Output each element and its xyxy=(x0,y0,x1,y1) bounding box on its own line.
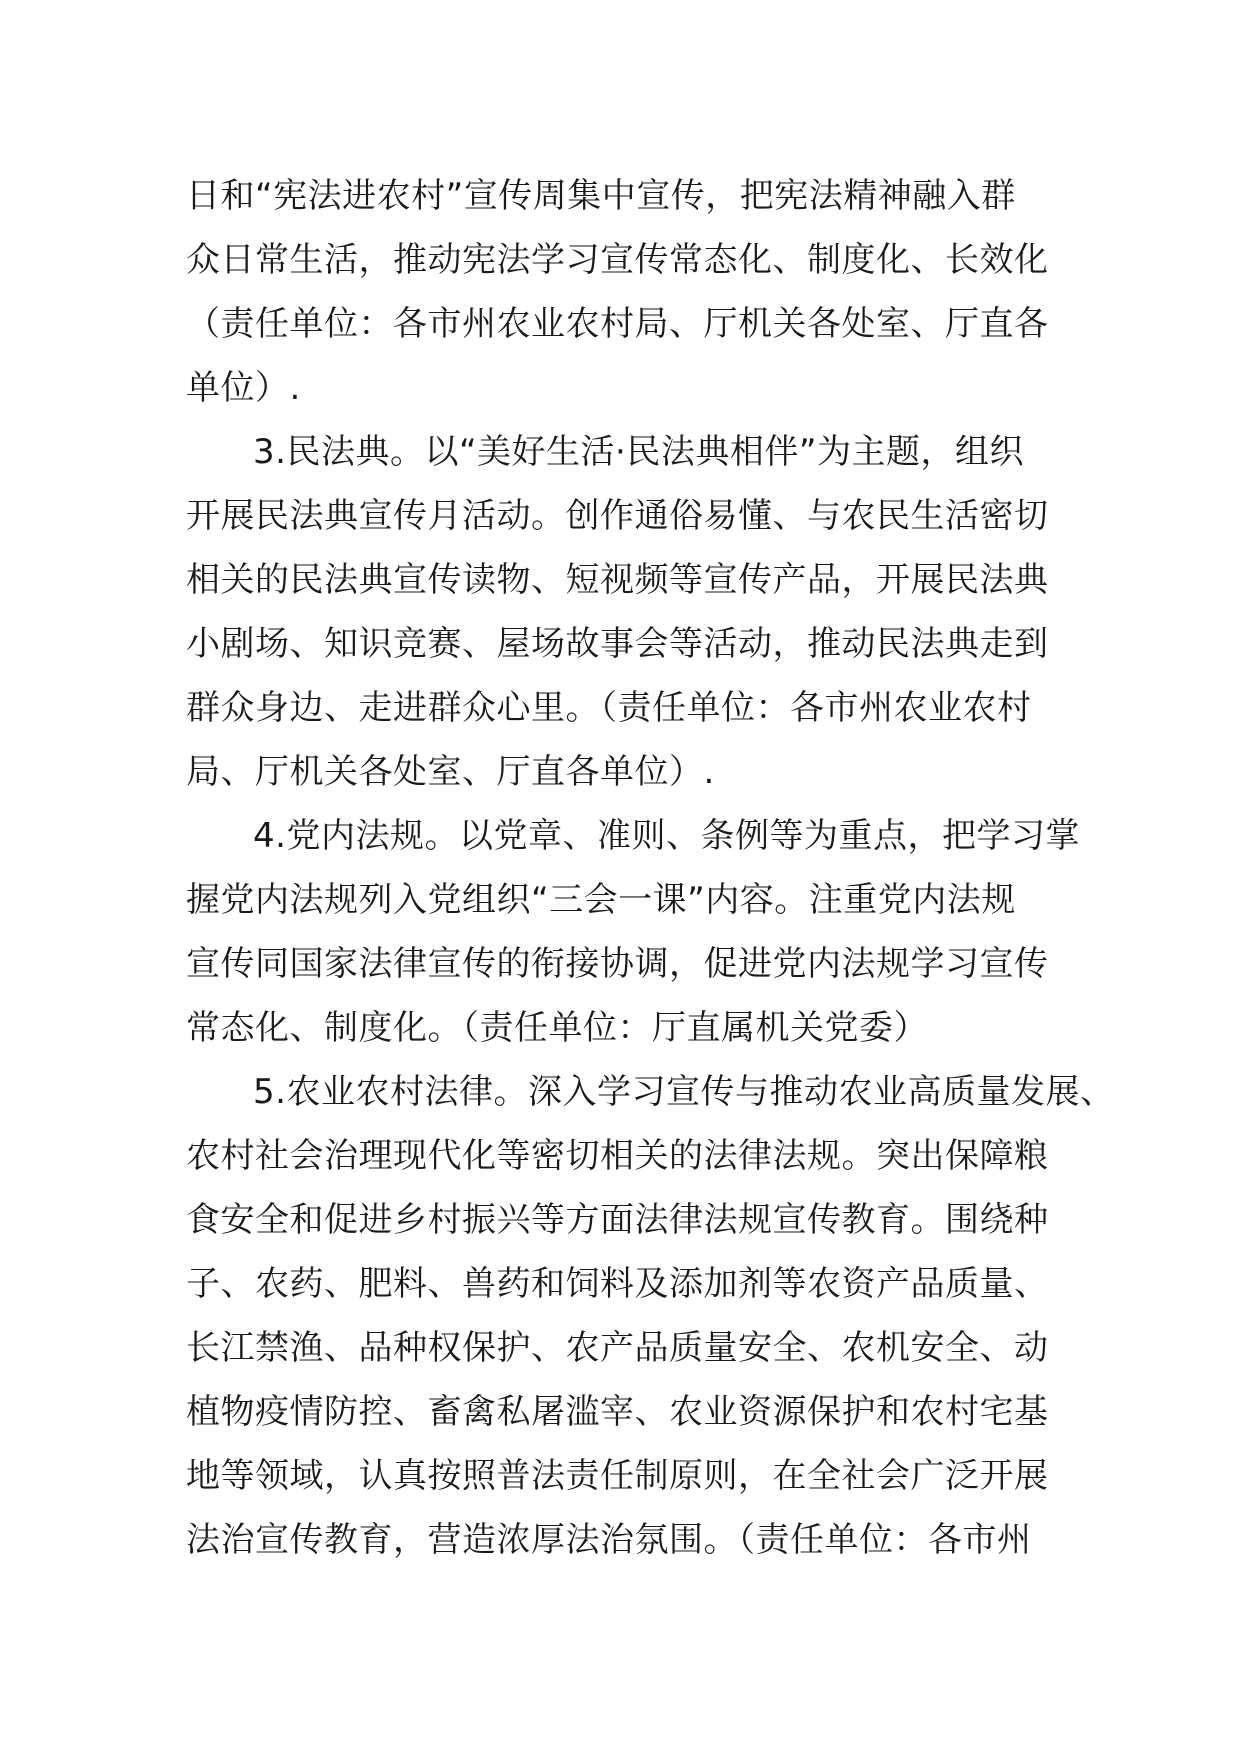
paragraph-line: 子、农药、肥料、兽药和饲料及添加剂等农资产品质量、 xyxy=(186,1264,1049,1304)
section-heading-line: 5.农业农村法律。深入学习宣传与推动农业高质量发展、 xyxy=(253,1072,1115,1112)
section-heading-line: 3.民法典。以“美好生活·民法典相伴”为主题，组织 xyxy=(253,432,1024,472)
paragraph-line: 地等领域，认真按照普法责任制原则，在全社会广泛开展 xyxy=(186,1456,1049,1496)
paragraph-line: 法治宣传教育，营造浓厚法治氛围。（责任单位：各市州 xyxy=(186,1520,1032,1560)
paragraph-line: 开展民法典宣传月活动。创作通俗易懂、与农民生活密切 xyxy=(186,496,1049,536)
paragraph-line: 长江禁渔、品种权保护、农产品质量安全、农机安全、动 xyxy=(186,1328,1049,1368)
paragraph-line: 群众身边、走进群众心里。（责任单位：各市州农业农村 xyxy=(186,688,1032,728)
paragraph-line: （责任单位：各市州农业农村局、厅机关各处室、厅直各 xyxy=(186,304,1049,344)
paragraph-line: 日和“宪法进农村”宣传周集中宣传，把宪法精神融入群 xyxy=(186,176,1016,216)
paragraph-line: 食安全和促进乡村振兴等方面法律法规宣传教育。围绕种 xyxy=(186,1200,1049,1240)
paragraph-line: 单位）. xyxy=(186,368,301,408)
paragraph-line: 常态化、制度化。（责任单位：厅直属机关党委） xyxy=(186,1008,928,1048)
paragraph-line: 小剧场、知识竞赛、屋场故事会等活动，推动民法典走到 xyxy=(186,624,1049,664)
paragraph-line: 相关的民法典宣传读物、短视频等宣传产品，开展民法典 xyxy=(186,560,1049,600)
paragraph-line: 握党内法规列入党组织“三会一课”内容。注重党内法规 xyxy=(186,880,1016,920)
section-heading-line: 4.党内法规。以党章、准则、条例等为重点，把学习掌 xyxy=(253,816,1080,856)
paragraph-line: 宣传同国家法律宣传的衔接协调，促进党内法规学习宣传 xyxy=(186,944,1049,984)
paragraph-line: 众日常生活，推动宪法学习宣传常态化、制度化、长效化 xyxy=(186,240,1049,280)
paragraph-line: 植物疫情防控、畜禽私屠滥宰、农业资源保护和农村宅基 xyxy=(186,1392,1049,1432)
paragraph-line: 农村社会治理现代化等密切相关的法律法规。突出保障粮 xyxy=(186,1136,1049,1176)
paragraph-line: 局、厅机关各处室、厅直各单位）. xyxy=(186,752,715,792)
